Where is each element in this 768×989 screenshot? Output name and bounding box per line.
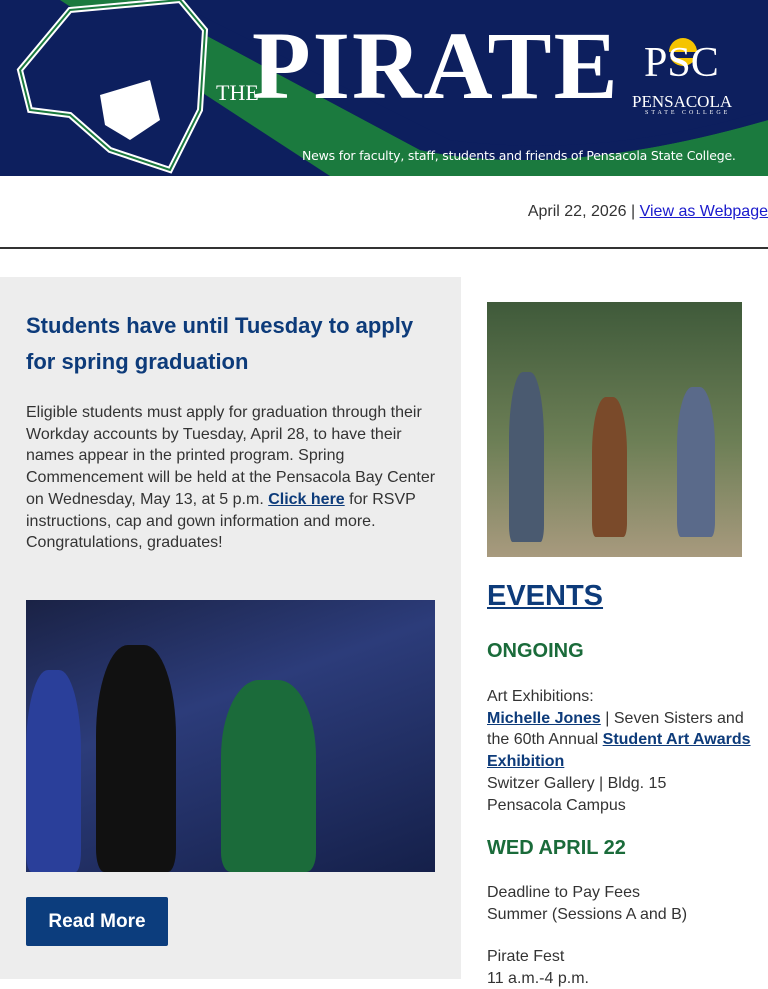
event-time: 11 a.m.-4 p.m. <box>487 969 589 987</box>
student-art-awards-link[interactable]: Student Art Awards Exhibition <box>487 731 751 771</box>
pirate-mascot-icon <box>20 0 205 170</box>
michelle-jones-link[interactable]: Michelle Jones <box>487 709 601 727</box>
newsletter-banner <box>0 0 768 176</box>
date-heading: WED APRIL 22 <box>487 837 626 859</box>
psc-logo-sub: STATE COLLEGE <box>645 110 731 116</box>
psc-logo-name: PENSACOLA <box>632 92 733 111</box>
figure <box>592 397 627 537</box>
read-more-button[interactable]: Read More <box>26 897 168 946</box>
body-text: Eligible students must apply for graduation through their Workday accounts by Tuesday, April 28, to have their names appear in the printed program. Spring Commencement will be held at the Pensacola Bay Center on Wednesday, May 13, at 5 p.m. <box>26 404 436 508</box>
events-heading[interactable]: EVENTS <box>487 580 604 612</box>
event-text: | Seven Sisters and the 60th Annual <box>487 709 744 749</box>
figure <box>96 645 176 872</box>
figure <box>26 670 81 872</box>
event-fees <box>487 882 757 925</box>
logo-the: THE <box>216 80 259 105</box>
date-line <box>528 203 768 221</box>
separator: | <box>626 203 640 220</box>
event-art-exhibitions <box>487 686 757 816</box>
event-location: Switzer Gallery | Bldg. 15 <box>487 774 667 792</box>
figure <box>677 387 715 537</box>
figure <box>509 372 544 542</box>
event-campus: Pensacola Campus <box>487 796 626 814</box>
psc-logo: PSC <box>644 40 719 86</box>
click-here-link[interactable]: Click here <box>268 490 345 508</box>
event-label: Art Exhibitions: <box>487 688 594 705</box>
divider <box>0 247 768 249</box>
event-detail: Summer (Sessions A and B) <box>487 905 688 923</box>
event-title: Pirate Fest <box>487 948 565 965</box>
body-text: for RSVP instructions, cap and gown information and more. Congratulations, graduates! <box>26 490 416 552</box>
figure <box>221 680 316 872</box>
ongoing-heading: ONGOING <box>487 640 584 662</box>
musicians-photo <box>487 302 742 557</box>
article-title: Students have until Tuesday to apply for spring graduation <box>26 313 414 374</box>
event-pirate-fest <box>487 946 757 989</box>
logo-title: PIRATE <box>252 12 620 119</box>
tagline: News for faculty, staff, students and friends of Pensacola State College. <box>302 148 736 163</box>
issue-date: April 22, 2026 <box>527 203 627 220</box>
event-title: Deadline to Pay Fees <box>487 884 640 901</box>
article-body <box>26 402 436 554</box>
graduation-photo <box>26 600 435 872</box>
view-as-webpage-link[interactable]: View as Webpage <box>639 203 768 220</box>
